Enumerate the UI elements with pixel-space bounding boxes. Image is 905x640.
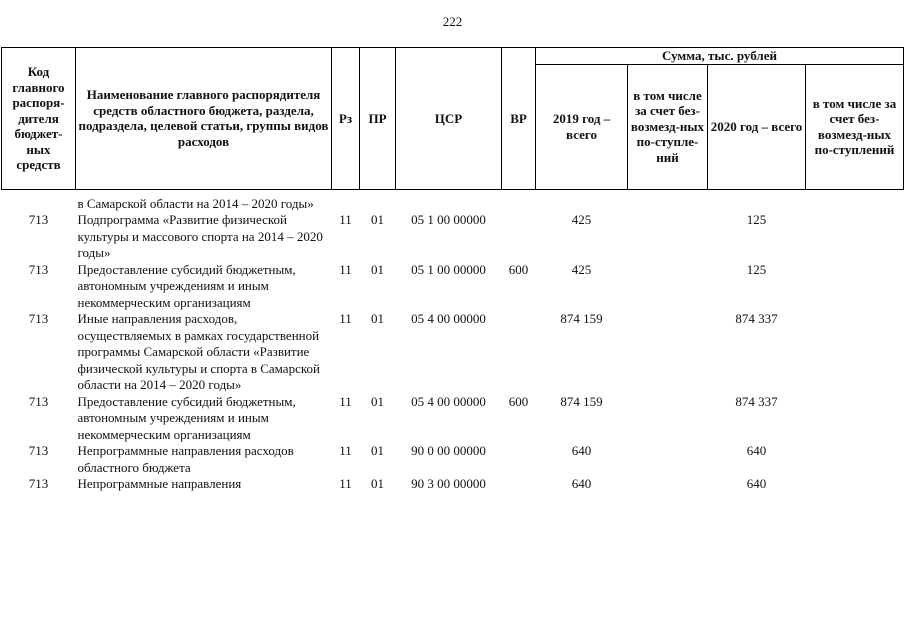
row-vr (502, 196, 536, 213)
row-rz: 11 (339, 393, 352, 409)
row-2019-gratuitous (628, 311, 708, 394)
row-2020-gratuitous (806, 212, 904, 262)
row-vr (502, 476, 536, 493)
row-vr (502, 443, 536, 476)
row-2019-total: 874 159 (560, 311, 603, 326)
row-code (2, 196, 76, 213)
row-pr: 01 (371, 393, 384, 409)
table-row (2, 196, 904, 213)
header-vr: ВР (502, 48, 536, 190)
row-vr: 600 (508, 393, 529, 409)
row-csr: 90 0 00 00000 (411, 443, 486, 458)
row-name: Подпрограмма «Развитие физической культуры и массового спорта на 2014 – 2020 годы» (77, 212, 323, 260)
row-2019-gratuitous (628, 262, 708, 312)
row-2020-total: 874 337 (735, 311, 778, 326)
row-2019-total (536, 196, 628, 213)
row-name: Непрограммные направления расходов областного бюджета (77, 443, 294, 475)
table-row (2, 262, 904, 312)
header-sum: Сумма, тыс. рублей (536, 48, 904, 65)
row-pr: 01 (371, 476, 384, 491)
row-name: Иные направления расходов, осуществляемых в рамках государственной программы Самарской области «Развитие физической культуры и спорта в Самарской области на 2014 – 2020 годы» (77, 311, 320, 392)
row-2020-total: 640 (746, 476, 767, 491)
row-code: 713 (28, 311, 49, 326)
header-code: Код главного распоря-дителя бюджет-ных средств (2, 48, 76, 190)
header-2020-total: 2020 год – всего (708, 64, 806, 189)
row-2020-total: 874 337 (735, 393, 778, 409)
row-csr: 05 1 00 00000 (411, 212, 486, 227)
row-2020-gratuitous (806, 443, 904, 476)
row-2019-total: 874 159 (560, 393, 603, 409)
row-2020-gratuitous (806, 476, 904, 493)
page-number: 222 (442, 14, 463, 29)
row-2019-gratuitous (628, 212, 708, 262)
row-rz: 11 (339, 443, 352, 458)
row-csr (396, 196, 502, 213)
row-2020-total: 640 (746, 443, 767, 458)
table-row (2, 394, 904, 444)
row-pr: 01 (371, 261, 384, 277)
table-row (2, 443, 904, 476)
row-rz: 11 (339, 476, 352, 491)
row-2019-gratuitous (628, 196, 708, 213)
row-2019-gratuitous (628, 443, 708, 476)
row-2019-total: 640 (571, 476, 592, 491)
row-2020-total: 125 (746, 212, 767, 227)
row-rz: 11 (339, 311, 352, 326)
row-2020-gratuitous (806, 394, 904, 444)
table-row (2, 311, 904, 394)
row-vr: 600 (508, 261, 529, 277)
row-rz (332, 196, 360, 213)
row-name: Предоставление субсидий бюджетным, автономным учреждениям и иным некоммерческим организациям (77, 393, 296, 442)
row-pr: 01 (371, 311, 384, 326)
row-name: Предоставление субсидий бюджетным, автономным учреждениям и иным некоммерческим организациям (77, 261, 296, 310)
row-2020-total (708, 196, 806, 213)
row-2020-total: 125 (746, 261, 767, 277)
header-2019-gratuitous: в том числе за счет без-возмезд-ных по-ступле-ний (628, 64, 708, 189)
row-rz: 11 (339, 212, 352, 227)
row-vr (502, 311, 536, 394)
row-pr: 01 (371, 443, 384, 458)
row-pr (360, 196, 396, 213)
row-2019-total: 425 (571, 212, 592, 227)
table-body (2, 189, 904, 493)
row-code: 713 (28, 212, 49, 227)
row-csr: 05 1 00 00000 (411, 261, 486, 277)
row-2020-gratuitous (806, 196, 904, 213)
header-pr: ПР (360, 48, 396, 190)
row-rz: 11 (339, 261, 352, 277)
row-name: Непрограммные направления (77, 476, 242, 491)
row-name: в Самарской области на 2014 – 2020 годы» (77, 195, 314, 211)
budget-table (1, 47, 904, 493)
table-row (2, 476, 904, 493)
row-vr (502, 212, 536, 262)
table-row (2, 212, 904, 262)
header-rz: Рз (332, 48, 360, 190)
row-code: 713 (28, 476, 49, 491)
row-csr: 05 4 00 00000 (411, 311, 486, 326)
row-code: 713 (28, 393, 49, 409)
row-code: 713 (28, 261, 49, 277)
header-name: Наименование главного распорядителя средств областного бюджета, раздела, подраздела, целевой статьи, группы видов расходов (76, 48, 332, 190)
row-2019-total: 640 (571, 443, 592, 458)
header-2019-total: 2019 год – всего (536, 64, 628, 189)
row-pr: 01 (371, 212, 384, 227)
row-2020-gratuitous (806, 262, 904, 312)
row-2020-gratuitous (806, 311, 904, 394)
row-2019-gratuitous (628, 394, 708, 444)
row-2019-gratuitous (628, 476, 708, 493)
row-csr: 90 3 00 00000 (411, 476, 486, 491)
row-code: 713 (28, 443, 49, 458)
row-2019-total: 425 (571, 261, 592, 277)
header-csr: ЦСР (396, 48, 502, 190)
row-csr: 05 4 00 00000 (411, 393, 486, 409)
header-2020-gratuitous: в том числе за счет без-возмезд-ных по-ступлений (806, 64, 904, 189)
